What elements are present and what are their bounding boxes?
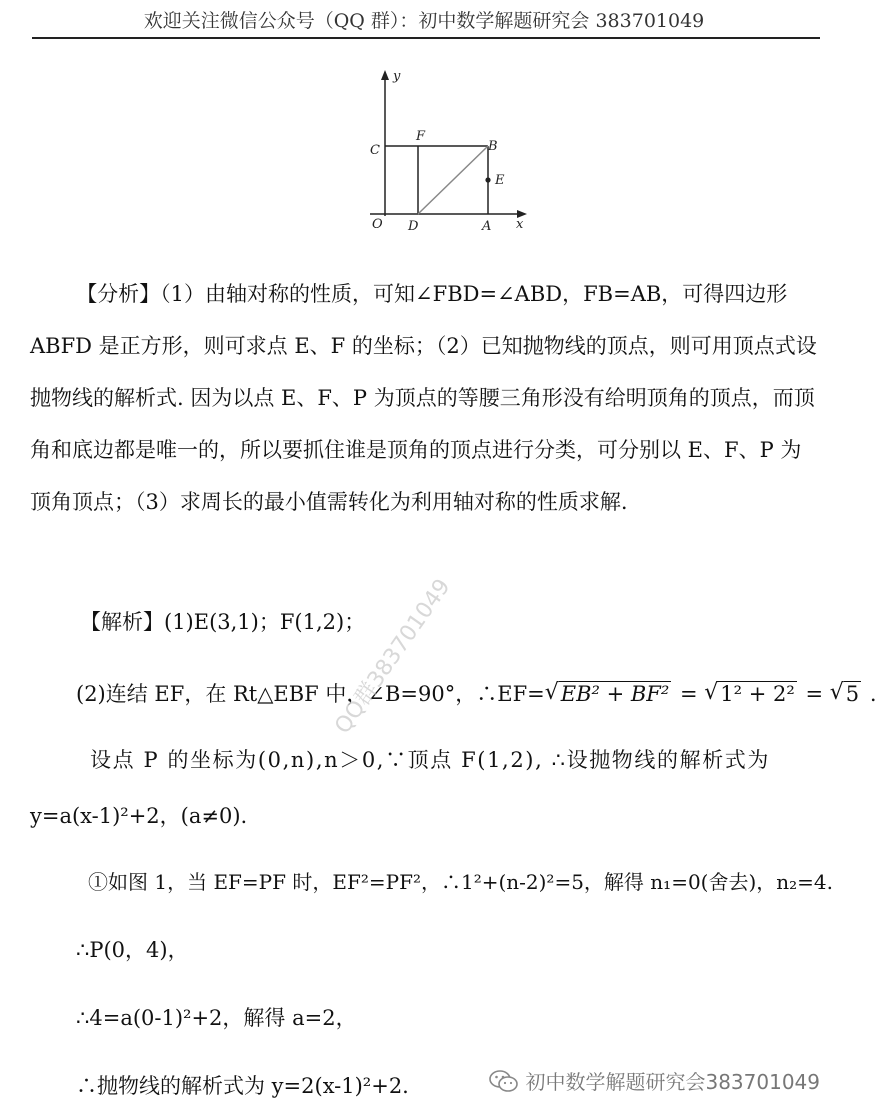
label-y: y (393, 69, 401, 84)
label-D: D (408, 219, 419, 234)
label-E: E (495, 173, 505, 188)
coordinate-figure (358, 66, 538, 238)
point-E (485, 177, 490, 182)
footer-brand (489, 1066, 820, 1095)
label-B: B (488, 139, 498, 154)
eq-2: = (805, 682, 824, 706)
footer-brand-text: 初中数学解题研究会383701049 (525, 1070, 820, 1094)
header-rule (32, 37, 820, 39)
line2-prefix: (2)连结 EF，在 Rt△EBF 中，∠B=90°，∴EF= (76, 682, 545, 706)
sqrt-2 (704, 682, 797, 706)
radicand-3: 5 (845, 682, 860, 706)
radicand-1: EB² + BF² (560, 682, 670, 706)
solution-line-8: ∴抛物线的解析式为 y=2(x-1)²+2. (76, 1074, 409, 1098)
label-origin: O (372, 217, 383, 232)
radicand-2: 1² + 2² (720, 682, 795, 706)
label-C: C (370, 143, 380, 158)
solution-line-2 (76, 678, 877, 708)
figure-svg (358, 66, 538, 238)
segment-DB (418, 146, 488, 214)
solution-line-3: 设点 P 的坐标为(0,n),n＞0,∵顶点 F(1,2), ∴设抛物线的解析式为 (90, 748, 771, 772)
sqrt-1 (545, 682, 672, 706)
y-axis-arrow (381, 70, 389, 80)
label-A: A (482, 219, 492, 234)
page-header: 欢迎关注微信公众号（QQ 群）：初中数学解题研究会 383701049 (143, 10, 705, 32)
line2-end: . (869, 682, 877, 706)
solution-line-1: 【解析】(1)E(3,1)；F(1,2)； (80, 610, 366, 634)
sqrt-3 (830, 682, 861, 706)
analysis-paragraph: 【分析】（1）由轴对称的性质，可知∠FBD=∠ABD，FB=AB，可得四边形 ABFD 是正方形，则可求点 E、F 的坐标；（2）已知抛物线的顶点，则可用顶点式设抛物线的解析式. 因为以点 E、F、P 为顶点的等腰三角形没有给明顶角的顶点，而顶角和底边都是唯一的，所以要抓住谁是顶角的顶点进行分类，可分别以 E、F、P 为顶角顶点；（3）求周长的最小值需转化为利用轴对称的性质求解. (30, 282, 817, 514)
wechat-icon (489, 1069, 519, 1093)
solution-line-5: ①如图 1，当 EF=PF 时，EF²=PF²，∴1²+(n-2)²=5，解得 n₁=0(舍去)，n₂=4. (88, 870, 834, 894)
label-F: F (416, 129, 426, 144)
solution-line-4: y=a(x-1)²+2，(a≠0). (30, 804, 248, 828)
label-x: x (516, 217, 524, 232)
solution-line-6: ∴P(0，4)， (76, 938, 189, 962)
eq-1: = (680, 682, 698, 706)
watermark: QQ群383701049 (330, 574, 456, 739)
solution-line-7: ∴4=a(0-1)²+2，解得 a=2， (76, 1006, 357, 1030)
